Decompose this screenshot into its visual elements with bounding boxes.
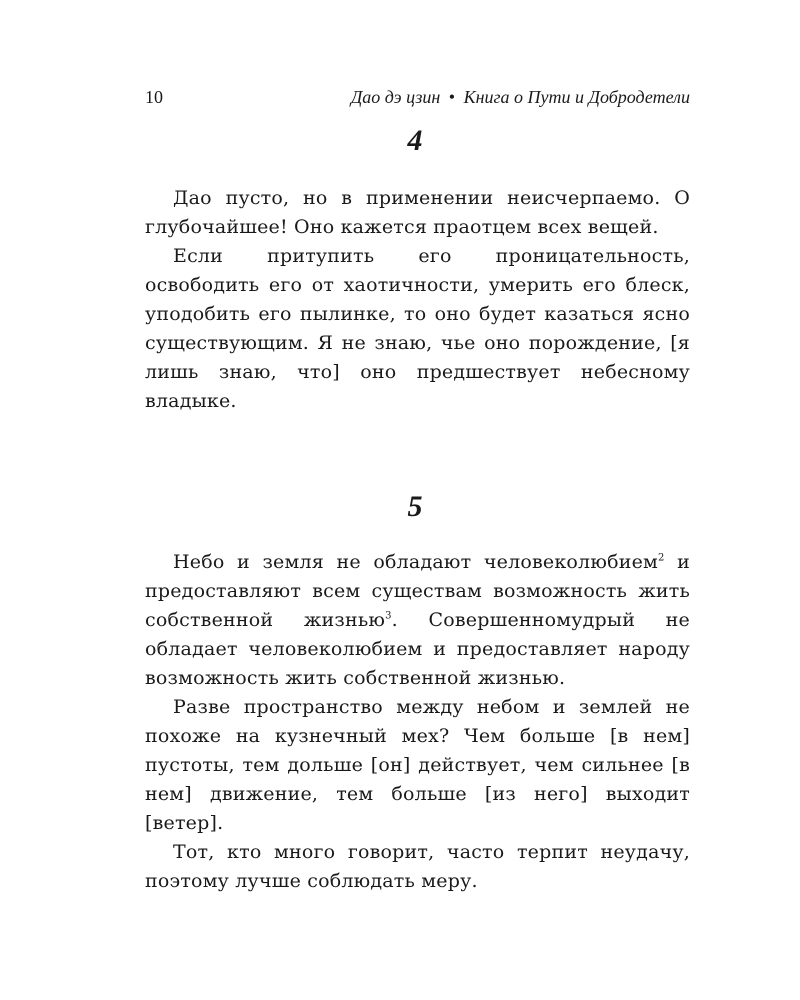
- chapter-5-paragraph-1-part-2: и предоставляют всем существам возможность жить собственной жизнью: [145, 551, 690, 631]
- page-number: 10: [145, 87, 163, 107]
- chapter-4-text: [145, 184, 690, 416]
- chapter-5-paragraph-2: Разве пространство между небом и землей не похоже на кузнечный мех? Чем больше [в нем] пустоты, тем дольше [он] действует, чем сильнее [в нем] движение, тем больше [из него] выходит [ветер].: [145, 696, 690, 834]
- chapter-5-paragraph-1: [145, 548, 690, 693]
- chapter-5-text: [145, 548, 690, 896]
- chapter-4-paragraph-1: Дао пусто, но в применении неисчерпаемо. О глубочайшее! Оно кажется праотцем всех вещей.: [145, 187, 690, 238]
- chapter-5-paragraph-3: Тот, кто много говорит, часто терпит неудачу, поэтому лучше соблюдать меру.: [145, 841, 690, 892]
- footnote-ref-2[interactable]: 2: [658, 552, 665, 564]
- running-head-bullet: •: [448, 87, 456, 107]
- running-head: [351, 86, 690, 108]
- footnote-ref-3[interactable]: 3: [385, 610, 392, 622]
- chapter-4-paragraph-2: Если притупить его проницательность, освободить его от хаотичности, умерить его блеск, уподобить его пылинке, то оно будет казаться ясно существующим. Я не знаю, чье оно порождение, [я лишь знаю, что] оно предшествует небесному владыке.: [145, 245, 690, 412]
- chapter-5-paragraph-1-part-3: . Совершенномудрый не обладает человеколюбием и предоставляет народу возможность жить собственной жизнью.: [145, 609, 690, 689]
- running-head-book-title: Дао дэ цзин: [350, 87, 441, 107]
- chapter-5-paragraph-1-part-1: Небо и земля не обладают человеколюбием: [173, 551, 658, 573]
- running-head-subtitle: Книга о Пути и Добродетели: [463, 87, 690, 107]
- chapter-5-number: 5: [407, 490, 423, 523]
- chapter-4-number: 4: [407, 124, 423, 157]
